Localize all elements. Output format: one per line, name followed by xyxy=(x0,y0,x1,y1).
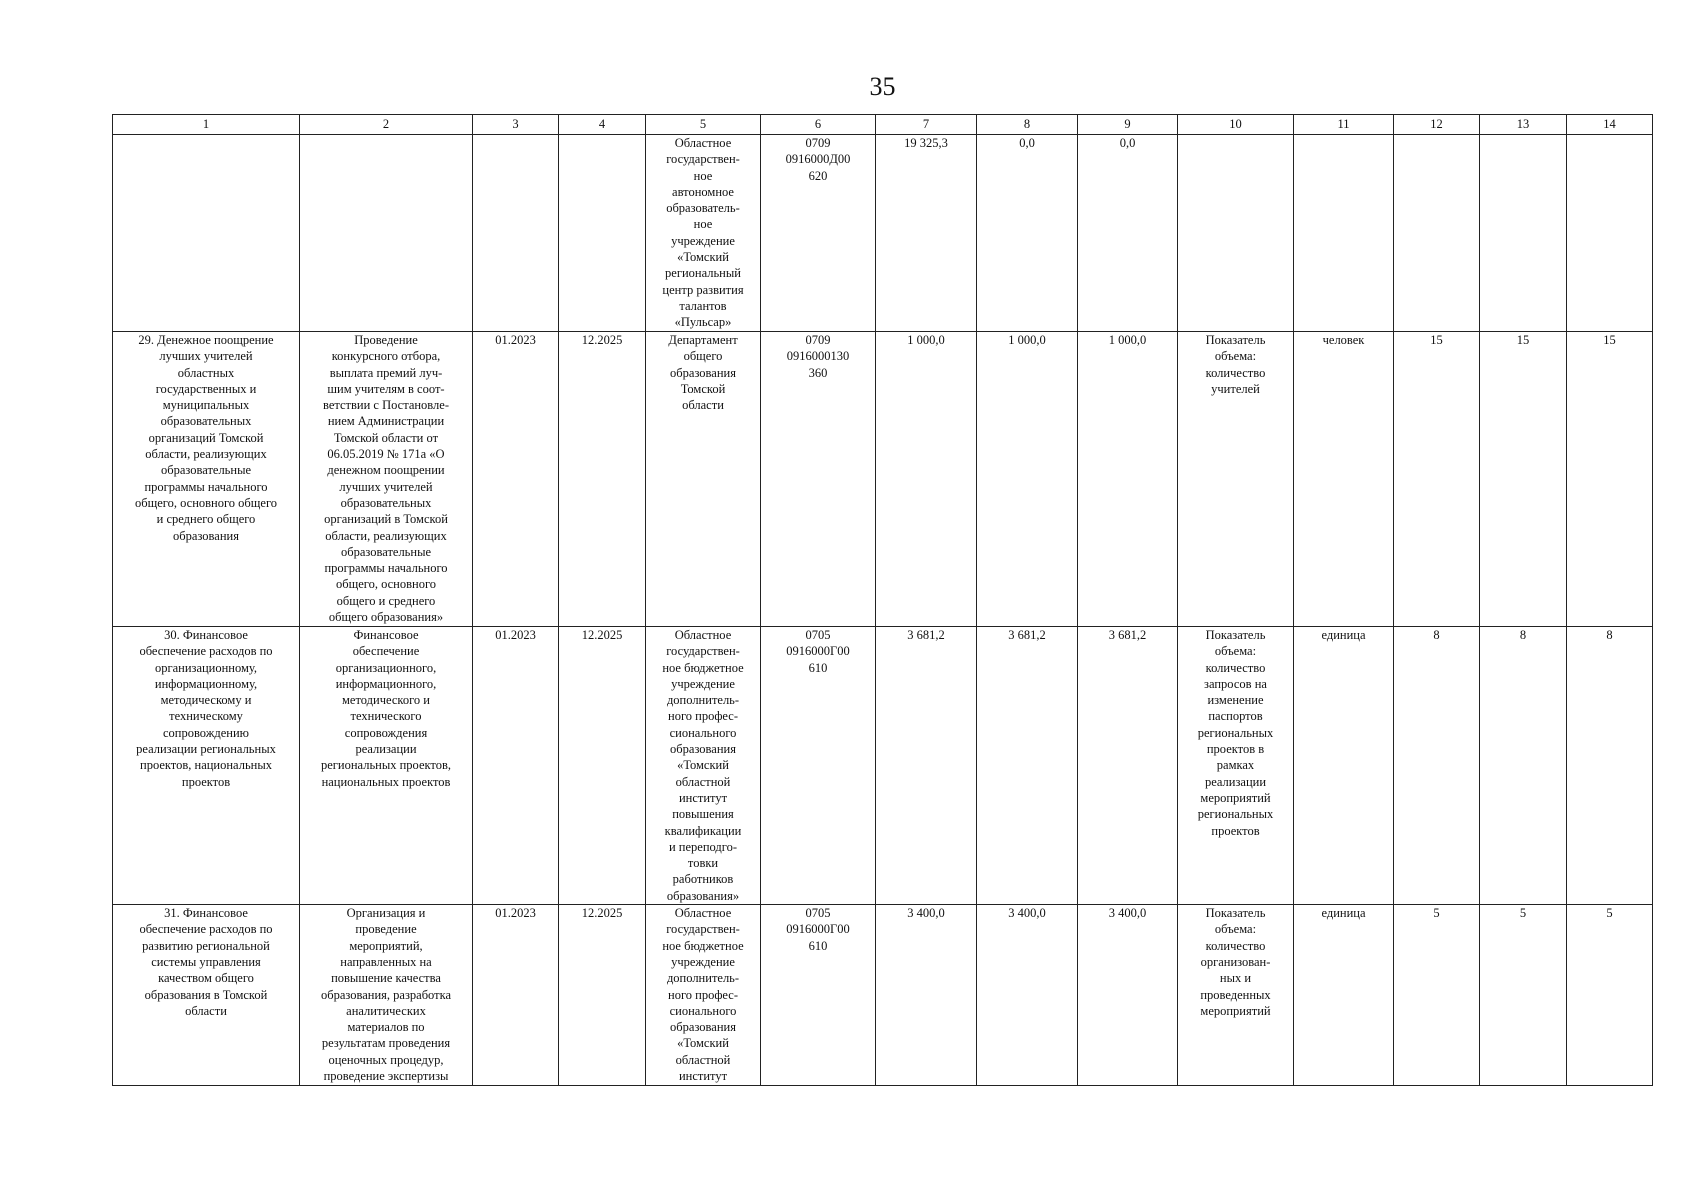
table-cell: 0709 0916000130 360 xyxy=(761,332,876,627)
table-cell xyxy=(1394,135,1480,332)
table-cell: 3 400,0 xyxy=(977,905,1078,1086)
table-cell: Организация и проведение мероприятий, направленных на повышение качества образования, разработка аналитических материалов по результатам проведения оценочных процедур, проведение экспертизы xyxy=(300,905,473,1086)
table-cell: Показатель объема: количество учителей xyxy=(1178,332,1294,627)
table-cell xyxy=(1567,135,1653,332)
column-header: 14 xyxy=(1567,115,1653,135)
table-cell: 12.2025 xyxy=(559,332,646,627)
table-cell: 8 xyxy=(1480,627,1567,905)
table-cell: Областное государствен- ное автономное образователь- ное учреждение «Томский региональный центр развития талантов «Пульсар» xyxy=(646,135,761,332)
column-header: 6 xyxy=(761,115,876,135)
table-cell: Областное государствен- ное бюджетное учреждение дополнитель- ного профес- сионального образования «Томский областной институт xyxy=(646,905,761,1086)
table-cell: 5 xyxy=(1480,905,1567,1086)
table-cell: 0,0 xyxy=(1078,135,1178,332)
table-cell xyxy=(1178,135,1294,332)
column-header: 4 xyxy=(559,115,646,135)
column-header: 8 xyxy=(977,115,1078,135)
table-cell: 29. Денежное поощрение лучших учителей областных государственных и муниципальных образовательных организаций Томской области, реализующих образовательные программы начального общего, основного общего и среднего общего образования xyxy=(113,332,300,627)
table-cell xyxy=(559,135,646,332)
column-header: 7 xyxy=(876,115,977,135)
table-cell: 15 xyxy=(1567,332,1653,627)
table-row xyxy=(113,332,1653,627)
budget-table xyxy=(112,114,1653,1086)
table-row xyxy=(113,905,1653,1086)
table-cell: Показатель объема: количество организован- ных и проведенных мероприятий xyxy=(1178,905,1294,1086)
table-cell: 0705 0916000Г00 610 xyxy=(761,905,876,1086)
table-cell: 3 400,0 xyxy=(1078,905,1178,1086)
table-cell: 0705 0916000Г00 610 xyxy=(761,627,876,905)
table-cell: 19 325,3 xyxy=(876,135,977,332)
table-cell xyxy=(113,135,300,332)
table-cell: 8 xyxy=(1567,627,1653,905)
table-cell: 1 000,0 xyxy=(1078,332,1178,627)
table-cell: Показатель объема: количество запросов на изменение паспортов региональных проектов в рамках реализации мероприятий региональных проектов xyxy=(1178,627,1294,905)
column-header: 10 xyxy=(1178,115,1294,135)
column-header: 2 xyxy=(300,115,473,135)
table-cell: человек xyxy=(1294,332,1394,627)
page-number: 35 xyxy=(869,72,896,101)
table-cell: Областное государствен- ное бюджетное учреждение дополнитель- ного профес- сионального образования «Томский областной институт повышения квалификации и переподго- товки работников образования» xyxy=(646,627,761,905)
table-cell: 12.2025 xyxy=(559,627,646,905)
table-cell: Департамент общего образования Томской области xyxy=(646,332,761,627)
table-cell xyxy=(1294,135,1394,332)
column-header: 3 xyxy=(473,115,559,135)
table-cell: 12.2025 xyxy=(559,905,646,1086)
table-cell: 1 000,0 xyxy=(876,332,977,627)
table-cell: 0709 0916000Д00 620 xyxy=(761,135,876,332)
table-cell: 8 xyxy=(1394,627,1480,905)
table-cell: 3 681,2 xyxy=(1078,627,1178,905)
table-cell: 01.2023 xyxy=(473,332,559,627)
header-row xyxy=(113,115,1653,135)
table-cell: единица xyxy=(1294,905,1394,1086)
table-cell: 3 681,2 xyxy=(876,627,977,905)
column-header: 11 xyxy=(1294,115,1394,135)
table-cell: единица xyxy=(1294,627,1394,905)
table-cell: 5 xyxy=(1567,905,1653,1086)
table-cell: 01.2023 xyxy=(473,905,559,1086)
table-row xyxy=(113,627,1653,905)
table-cell: 30. Финансовое обеспечение расходов по организационному, информационному, методическому и техническому сопровождению реализации региональных проектов, национальных проектов xyxy=(113,627,300,905)
table-cell: 15 xyxy=(1480,332,1567,627)
table-cell: 0,0 xyxy=(977,135,1078,332)
column-header: 13 xyxy=(1480,115,1567,135)
table-cell: Финансовое обеспечение организационного, информационного, методического и технического сопровождения реализации региональных проектов, национальных проектов xyxy=(300,627,473,905)
table-cell xyxy=(473,135,559,332)
table-cell: 5 xyxy=(1394,905,1480,1086)
table-cell: Проведение конкурсного отбора, выплата премий луч- шим учителям в соот- ветствии с Постановле- нием Администрации Томской области от 06.05.2019 № 171а «О денежном поощрении лучших учителей образовательных организаций в Томской области, реализующих образовательные программы начального общего, основного общего и среднего общего образования» xyxy=(300,332,473,627)
table-row xyxy=(113,135,1653,332)
table-cell xyxy=(300,135,473,332)
table-cell: 1 000,0 xyxy=(977,332,1078,627)
table-cell: 15 xyxy=(1394,332,1480,627)
table-cell: 3 681,2 xyxy=(977,627,1078,905)
column-header: 1 xyxy=(113,115,300,135)
column-header: 9 xyxy=(1078,115,1178,135)
table-cell: 01.2023 xyxy=(473,627,559,905)
column-header: 5 xyxy=(646,115,761,135)
table-cell xyxy=(1480,135,1567,332)
table-cell: 31. Финансовое обеспечение расходов по развитию региональной системы управления качеством общего образования в Томской области xyxy=(113,905,300,1086)
column-header: 12 xyxy=(1394,115,1480,135)
table-cell: 3 400,0 xyxy=(876,905,977,1086)
